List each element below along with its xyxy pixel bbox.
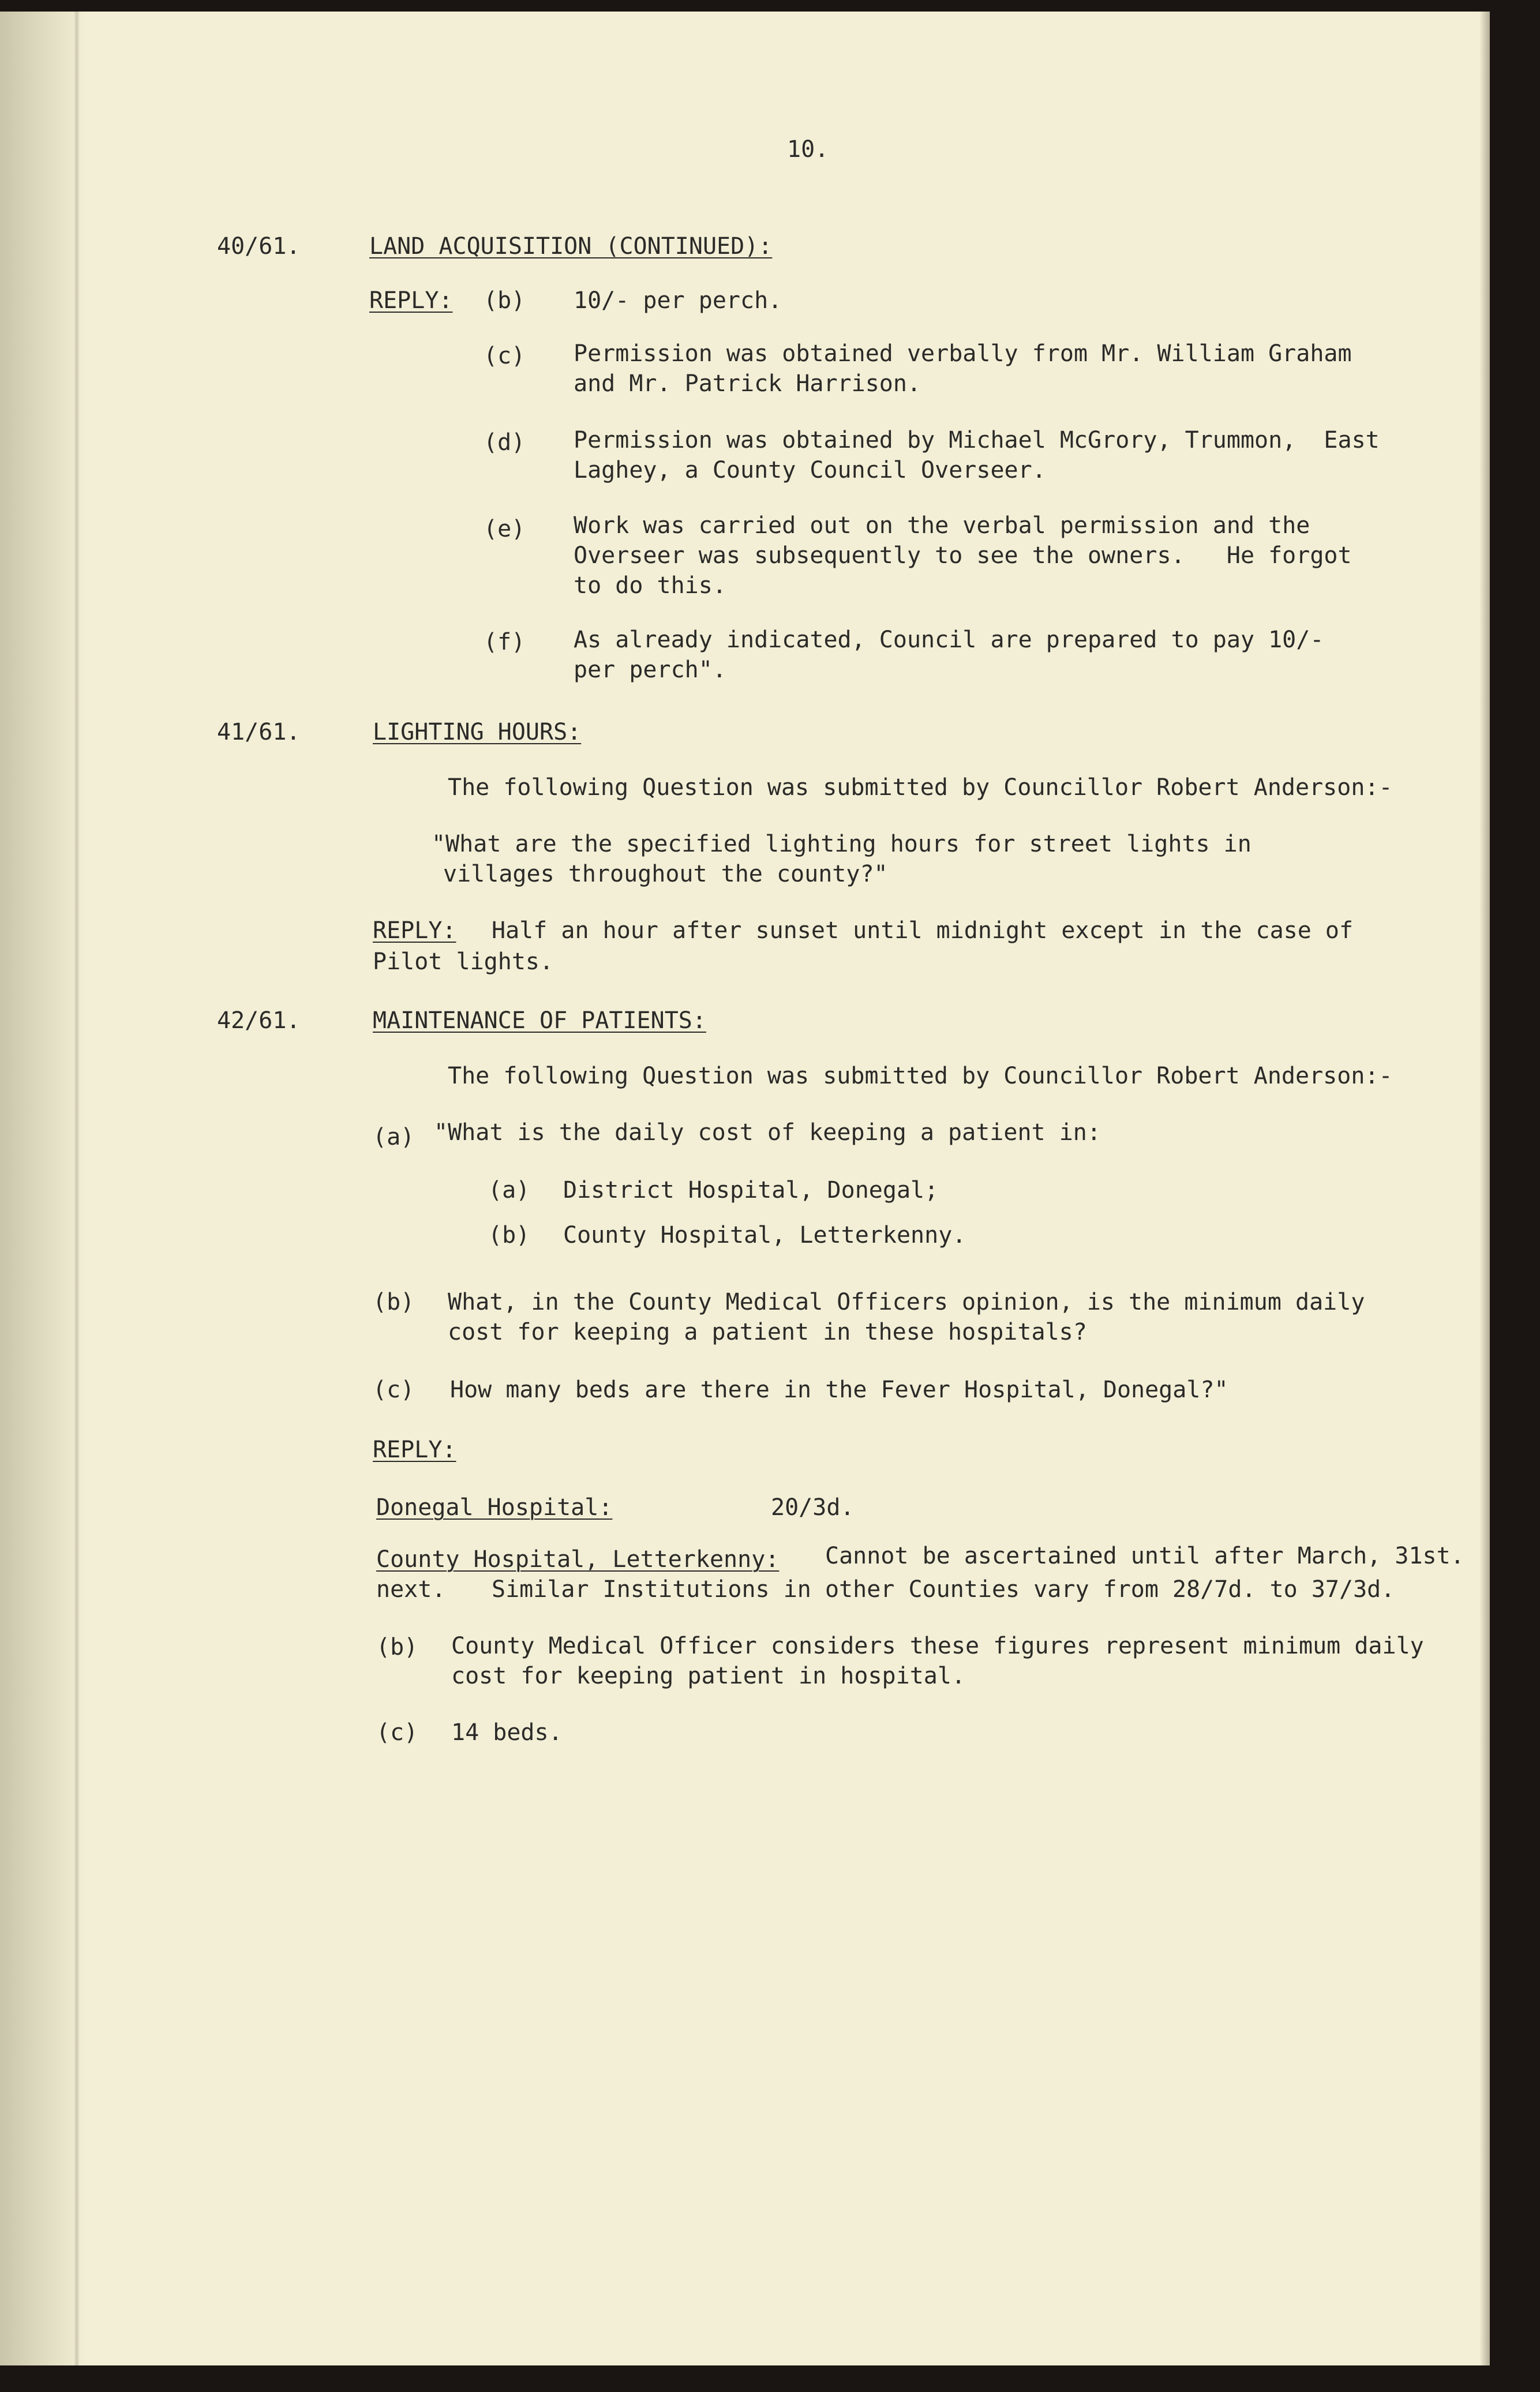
reply-text: Half an hour after sunset until midnight except in the case of — [492, 917, 1354, 944]
reply-text: 14 beds. — [451, 1719, 563, 1746]
minute-ref-40-61: 40/61. — [217, 233, 301, 260]
reply-text: Pilot lights. — [373, 948, 554, 975]
item-text: Overseer was subsequently to see the owners. He forgot — [574, 542, 1352, 569]
question-text: "What are the specified lighting hours for street lights in — [432, 831, 1252, 857]
document-page — [0, 12, 1490, 2365]
item-marker: (b) — [484, 287, 526, 314]
item-text: Permission was obtained verbally from Mr. William Graham — [574, 340, 1352, 367]
item-text: Work was carried out on the verbal permission and the — [574, 512, 1310, 539]
item-marker: (d) — [484, 429, 526, 456]
reply-county-text: Similar Institutions in other Counties vary from 28/7d. to 37/3d. — [492, 1576, 1395, 1603]
question-intro: The following Question was submitted by Councillor Robert Anderson:- — [448, 774, 1393, 801]
item-marker: (b) — [373, 1289, 415, 1315]
item-marker: (a) — [373, 1124, 415, 1150]
sub-item-marker: (a) — [488, 1177, 530, 1204]
heading-lighting-hours: LIGHTING HOURS: — [373, 719, 582, 745]
item-marker: (f) — [484, 629, 526, 655]
question-intro: The following Question was submitted by Councillor Robert Anderson:- — [448, 1063, 1393, 1089]
item-marker: (e) — [484, 516, 526, 542]
question-text: cost for keeping a patient in these hospitals? — [448, 1319, 1087, 1345]
reply-label: REPLY: — [373, 1437, 456, 1463]
item-text: As already indicated, Council are prepared to pay 10/- — [574, 627, 1324, 653]
item-text: Laghey, a County Council Overseer. — [574, 457, 1046, 483]
heading-maintenance-of-patients: MAINTENANCE OF PATIENTS: — [373, 1007, 706, 1034]
question-text: How many beds are there in the Fever Hospital, Donegal?" — [450, 1377, 1228, 1403]
page-edge — [1479, 12, 1490, 2365]
item-text: and Mr. Patrick Harrison. — [574, 370, 921, 397]
heading-land-acquisition: LAND ACQUISITION (CONTINUED): — [369, 233, 773, 260]
binding-fold — [74, 12, 80, 2365]
sub-item-marker: (b) — [488, 1222, 530, 1249]
item-marker: (b) — [376, 1634, 418, 1660]
item-text: per perch". — [574, 657, 726, 683]
item-marker: (c) — [484, 343, 526, 369]
reply-label: REPLY: — [369, 287, 453, 314]
sub-item-text: County Hospital, Letterkenny. — [563, 1222, 966, 1249]
reply-county-label: County Hospital, Letterkenny: — [376, 1546, 780, 1573]
item-text: Permission was obtained by Michael McGrory, Trummon, East — [574, 427, 1380, 453]
reply-county-text: next. — [376, 1576, 446, 1603]
item-marker: (c) — [376, 1719, 418, 1746]
reply-label: REPLY: — [373, 917, 456, 944]
reply-text: cost for keeping patient in hospital. — [451, 1663, 966, 1689]
page-number: 10. — [787, 136, 829, 163]
reply-text: County Medical Officer considers these figures represent minimum daily — [451, 1633, 1424, 1659]
reply-county-text: Cannot be ascertained until after March, 31st. — [825, 1543, 1464, 1569]
minute-ref-42-61: 42/61. — [217, 1007, 301, 1034]
reply-donegal-label: Donegal Hospital: — [376, 1494, 613, 1521]
minute-ref-41-61: 41/61. — [217, 719, 301, 745]
question-text: villages throughout the county?" — [443, 861, 888, 887]
reply-donegal-value: 20/3d. — [771, 1494, 855, 1521]
item-marker: (c) — [373, 1377, 415, 1403]
question-text: "What is the daily cost of keeping a patient in: — [434, 1119, 1101, 1146]
question-text: What, in the County Medical Officers opinion, is the minimum daily — [448, 1289, 1365, 1315]
item-text: 10/- per perch. — [574, 287, 782, 314]
item-text: to do this. — [574, 572, 726, 599]
sub-item-text: District Hospital, Donegal; — [563, 1177, 939, 1204]
